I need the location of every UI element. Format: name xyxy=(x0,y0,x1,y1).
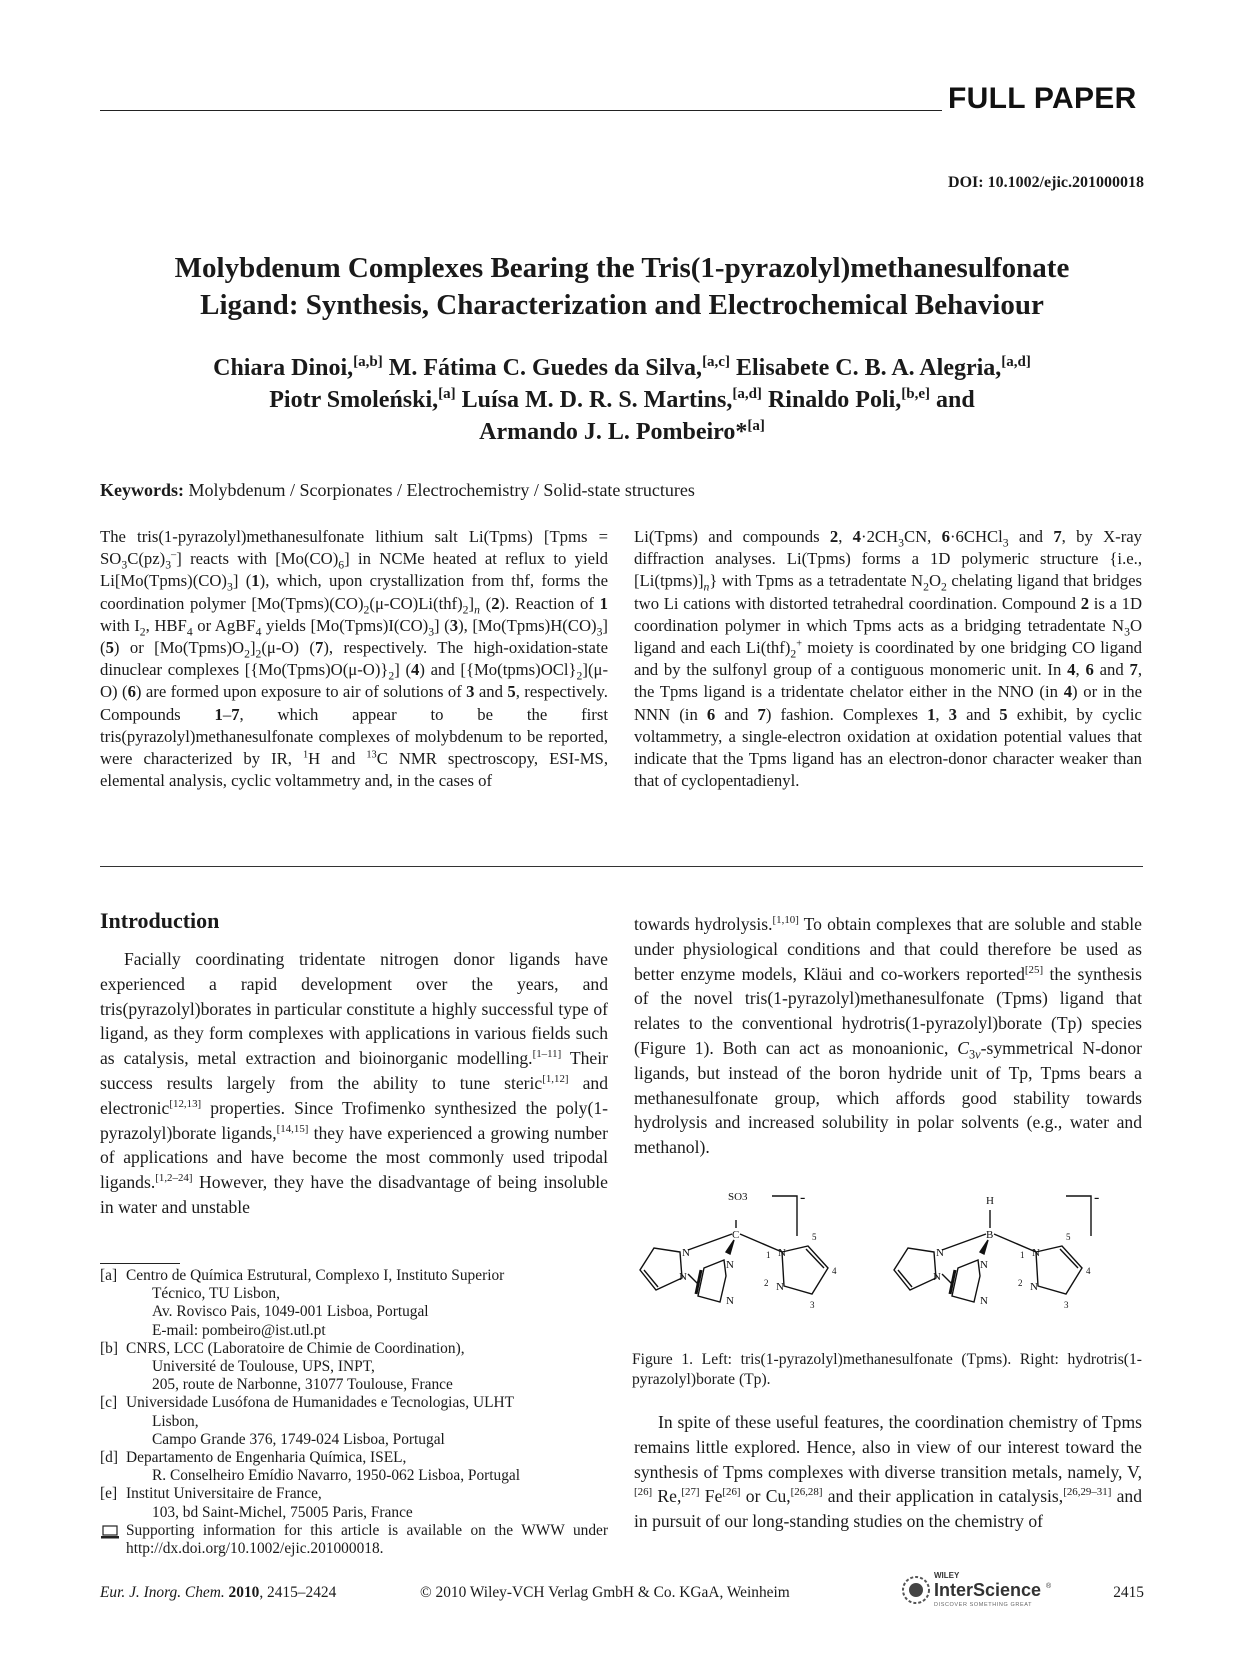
tp-structure xyxy=(894,1196,1091,1302)
journal-citation: Eur. J. Inorg. Chem. 2010, 2415–2424 xyxy=(100,1584,337,1601)
author[interactable]: Rinaldo Poli, xyxy=(767,387,902,413)
tpms-top-group: SO3 xyxy=(728,1191,748,1203)
keywords: Keywords: Molybdenum / Scorpionates / Electrochemistry / Solid-state structures xyxy=(100,480,695,500)
paper-title: Molybdenum Complexes Bearing the Tris(1-pyrazolyl)methanesulfonate Ligand: Synthesis, Characterization and Electrochemical Behaviour xyxy=(174,252,1070,321)
tpms-structure xyxy=(640,1196,828,1302)
svg-text:N: N xyxy=(726,1295,734,1307)
svg-text:InterScience: InterScience xyxy=(934,1580,1042,1600)
svg-text:4: 4 xyxy=(832,1266,837,1276)
author[interactable]: Elisabete C. B. A. Alegria, xyxy=(735,355,1002,381)
svg-text:N: N xyxy=(726,1259,734,1271)
author[interactable]: Chiara Dinoi, xyxy=(213,355,354,381)
affiliation: [d] Departamento de Engenharia Química, ISEL, R. Conselheiro Emídio Navarro, 1950-062 Lisboa, Portugal xyxy=(100,1449,521,1485)
svg-text:1: 1 xyxy=(766,1250,771,1260)
affiliation: [a] Centro de Química Estrutural, Complexo I, Instituto Superior Técnico, TU Lisbon, Av. Rovisco Pais, 1049-001 Lisboa, Portugal E-mail: pombeiro@ist.utl.pt xyxy=(100,1267,608,1340)
tp-charge: - xyxy=(1094,1190,1100,1206)
tpms-center: C xyxy=(732,1229,740,1241)
body-continued: In spite of these useful features, the coordination chemistry of Tpms remains little explored. Hence, also in view of our interest toward the synthesis of Tpms complexes with diverse transition metals, namely, V,[26] Re,[27] Fe[26] or Cu,[26,28] and their application in catalysis,[26,29–31] and in pursuit of our long-standing studies on the chemistry of xyxy=(634,1412,1143,1532)
figure-caption: Figure 1. Left: tris(1-pyrazolyl)methanesulfonate (Tpms). Right: hydrotris(1-pyrazolyl)borate (Tp). xyxy=(632,1351,1142,1388)
copyright: © 2010 Wiley-VCH Verlag GmbH & Co. KGaA, Weinheim xyxy=(420,1584,790,1601)
svg-text:2: 2 xyxy=(1018,1278,1023,1288)
supporting-info[interactable]: Supporting information for this article is available on the WWW under http://dx.doi.org/10.1002/ejic.201000018. xyxy=(100,1522,608,1558)
section-label: FULL PAPER xyxy=(948,82,1137,115)
interscience-logo[interactable] xyxy=(900,1566,1060,1610)
svg-text:N: N xyxy=(776,1281,784,1293)
svg-text:4: 4 xyxy=(1086,1266,1091,1276)
author[interactable]: Piotr Smoleński, xyxy=(269,387,439,413)
svg-text:N: N xyxy=(682,1247,690,1259)
intro-right: towards hydrolysis.[1,10] To obtain complexes that are soluble and stable under physiological conditions and that could therefore be used as better enzyme models, Kläui and co-workers reported[25] the synthesis of the novel tris(1-pyrazolyl)methanesulfonate (Tpms) ligand that relates to the conventional hydrotris(1-pyrazolyl)borate (Tp) species (Figure 1). Both can act as monoanionic, $C_{3v}$-symmetrical N-donor ligands, but instead of the boron hydride unit of Tp, Tpms bears a methanesulfonate group, which affords good stability towards hydrolysis and increased solubility in polar solvents (e.g., water and methanol). xyxy=(634,914,1143,1158)
svg-text:N: N xyxy=(778,1247,786,1259)
page-number: 2415 xyxy=(1113,1584,1144,1601)
header-rule xyxy=(100,110,942,111)
svg-text:N: N xyxy=(933,1271,941,1283)
author-list: Chiara Dinoi,[a,b] M. Fátima C. Guedes da Silva,[a,c] Elisabete C. B. A. Alegria,[a,d] Piotr Smoleński,[a] Luísa M. D. R. S. Martins,[a,d] Rinaldo Poli,[b,e] and Armando J. L. Pombeiro*[a] xyxy=(213,354,1031,445)
svg-text:5: 5 xyxy=(812,1232,817,1242)
author[interactable]: M. Fátima C. Guedes da Silva, xyxy=(388,355,703,381)
svg-text:2: 2 xyxy=(764,1278,769,1288)
abstract-right: Li(Tpms) and compounds 2, $4\cdot 2CH_3CN$, 6·6CHCl$_3$ and 7, by X-ray diffraction analyses. Li(Tpms) forms a 1D polymeric structure {i.e., $[Li(tpms)]_n$} with Tpms as a tetradentate $N_2O_2$ chelating ligand that bridges two Li cations with distorted tetrahedral coordination. Compound 2 is a 1D coordination polymer in which Tpms acts as a bridging tetradentate $N_3O$ ligand and each $Li(thf)_2^+$ moiety is coordinated by one bridging CO ligand and by the sulfonyl group of a contiguous monomeric unit. In 4, 6 and 7, the Tpms ligand is a tridentate chelator either in the NNO (in 4) or in the NNN (in 6 and 7) fashion. Complexes 1, 3 and 5 exhibit, by cyclic voltammetry, a single-electron oxidation at oxidation potential values that indicate that the Tpms ligand has an electron-donor character weaker than that of cyclopentadienyl. xyxy=(634,527,1143,791)
svg-text:5: 5 xyxy=(1066,1232,1071,1242)
affiliations xyxy=(100,1267,608,1558)
footnote-rule xyxy=(100,1263,180,1264)
email-link[interactable]: E-mail: pombeiro@ist.utl.pt xyxy=(152,1321,326,1339)
svg-text:3: 3 xyxy=(810,1300,815,1310)
author[interactable]: Armando J. L. Pombeiro* xyxy=(479,419,748,445)
author[interactable]: Luísa M. D. R. S. Martins, xyxy=(461,387,733,413)
computer-icon xyxy=(100,1525,120,1539)
figure-1-structures xyxy=(632,1190,1142,1340)
svg-text:N: N xyxy=(679,1271,687,1283)
svg-text:N: N xyxy=(1032,1247,1040,1259)
tp-top-group: H xyxy=(986,1195,994,1207)
affiliation: [b] CNRS, LCC (Laboratoire de Chimie de Coordination), Université de Toulouse, UPS, INPT, 205, route de Narbonne, 31077 Toulouse, France xyxy=(100,1339,465,1394)
globe-icon xyxy=(903,1577,929,1603)
svg-text:N: N xyxy=(1030,1281,1038,1293)
svg-text:1: 1 xyxy=(1020,1250,1025,1260)
svg-text:N: N xyxy=(936,1247,944,1259)
svg-text:DISCOVER SOMETHING GREAT: DISCOVER SOMETHING GREAT xyxy=(934,1602,1033,1608)
tp-labels xyxy=(933,1190,1099,1310)
svg-text:N: N xyxy=(980,1295,988,1307)
svg-text:3: 3 xyxy=(1064,1300,1069,1310)
svg-text:WILEY: WILEY xyxy=(934,1571,960,1580)
svg-text:N: N xyxy=(980,1259,988,1271)
affiliation: [e] Institut Universitaire de France, 103, bd Saint-Michel, 75005 Paris, France xyxy=(100,1485,413,1521)
doi-link[interactable]: DOI: 10.1002/ejic.201000018 xyxy=(948,174,1144,191)
tpms-charge: - xyxy=(800,1190,806,1206)
intro-left: Facially coordinating tridentate nitrogen donor ligands have experienced a rapid development over the years, and tris(pyrazolyl)borates in particular constitute a highly successful type of ligand, as they form complexes with applications in various fields such as catalysis, metal extraction and bioinorganic modelling.[1–11] Their success results largely from the ability to tune steric[1,12] and electronic[12,13] properties. Since Trofimenko synthesized the poly(1-pyrazolyl)borate ligands,[14,15] they have experienced a growing number of applications and have become the most commonly used tripodal ligands.[1,2–24] However, they have the disadvantage of being insoluble in water and unstable xyxy=(100,949,608,1217)
tp-center: B xyxy=(986,1229,994,1241)
abstract-left: The tris(1-pyrazolyl)methanesulfonate lithium salt Li(Tpms) [Tpms = $SO_3C(pz)_3^-$] reacts with $[Mo(CO)_6]$ in NCMe heated at reflux to yield $Li[Mo(Tpms)(CO)_3]$ (1), which, upon crystallization from thf, forms the coordination polymer $[Mo(Tpms)(CO)_2(\mu-CO)Li(thf)_2]_n$ (2). Reaction of 1 with $I_2$, $HBF_4$ or AgBF$_4$ yields $[Mo(Tpms)I(CO)_3]$ (3), $[Mo(Tpms)H(CO)_3]$ (5) or $[Mo(Tpms)O_2]_2(\mu-O)$ (7), respectively. The high-oxidation-state dinuclear complexes $[\{Mo(Tpms)O(\mu-O)\}_2]$ (4) and $[\{Mo(tpms)OCl\}_2](\mu-O)$ (6) are formed upon exposure to air of solutions of 3 and 5, respectively. Compounds 1–7, which appear to be the first tris(pyrazolyl)methanesulfonate complexes of molybdenum to be reported, were characterized by IR, $^1$H and $^{13}$C NMR spectroscopy, ESI-MS, elemental analysis, cyclic voltammetry and, in the cases of xyxy=(100,527,609,791)
svg-text:®: ® xyxy=(1046,1583,1052,1590)
affiliation: [c] Universidade Lusófona de Humanidades e Tecnologias, ULHT Lisbon, Campo Grande 376, 1749-024 Lisboa, Portugal xyxy=(100,1394,514,1448)
abstract-divider xyxy=(100,866,1143,867)
section-heading: Introduction xyxy=(100,908,220,933)
